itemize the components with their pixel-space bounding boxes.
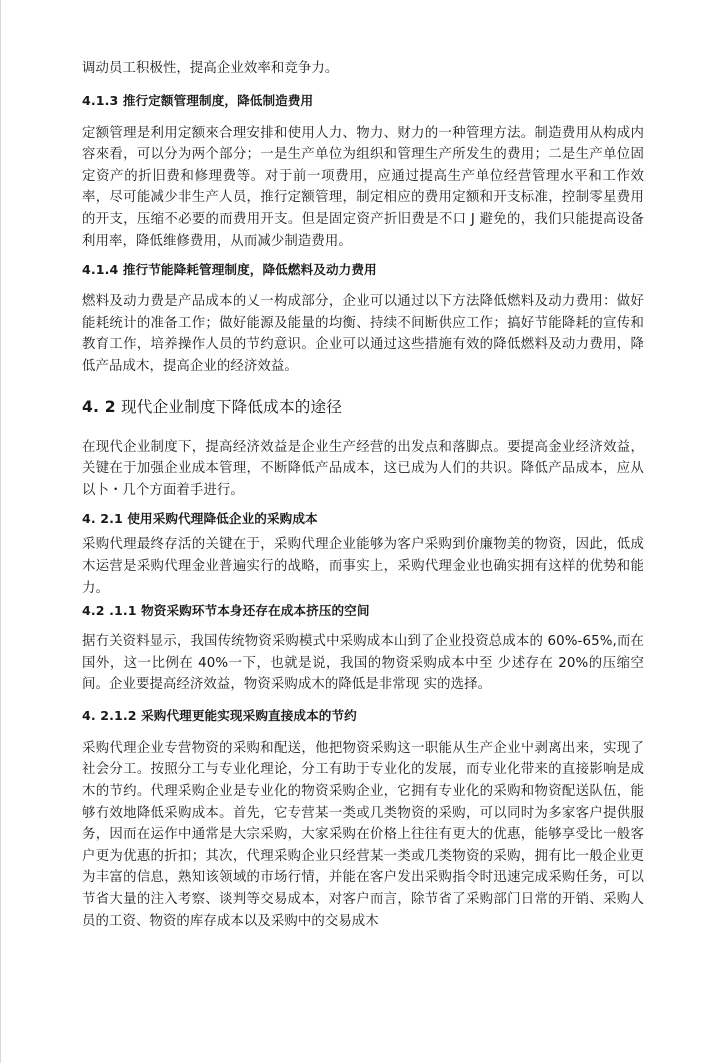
paragraph-4-2: 在现代企业制度下，提高经济效益是企业生产经营的出发点和落脚点。要提高金业经济效益，关键在于加强企业成本管理，不断降低产品成本，这已成为人们的共识。降低产品成本，应从以卜・几个方面着手进行。 xyxy=(82,439,644,498)
paragraph-4-2-1-2: 采购代理企业专营物资的采购和配送，他把物资采购这一职能从生产企业屮剥离出来，实现了社会分工。按照分工与专业化理论，分工有助于专业化的发展，而专业化带来的直接影响是成木的节约。代理采购企业是专业化的物资采购企业，它拥有专业化的采购和物资配送队伍，能够冇效地降低采购成本。首先，它专营某一类或几类物资的采购，可以同时为多家客户提供服务，因而在运作中通常是大宗采购，大家采购在价格上往往有更大的优惠，能够享受比一般客户更为优惠的折扣；其次，代理采购企业只经营某一类或几类物资的采购，拥有比一般企业更为丰富的信息，熟知该领域的市场行情，并能在客户发出采购指令时迅速完成采购任务，可以节省大量的注入考察、谈判等交易成本，对客户而言，除节省了采购部门日常的开销、采购人员的工资、物资的库存成本以及采购中的交易成木 xyxy=(82,740,644,929)
heading-4-2-text: 现代企业制度下降低成本的途径 xyxy=(115,397,343,416)
heading-4-2-number: 4. 2 xyxy=(82,397,116,416)
heading-4-2-1: 4. 2.1 使用采购代理降低企业的采购成本 xyxy=(82,511,318,527)
heading-4-2-1-2: 4. 2.1.2 采购代理更能实现采购直接成本的节约 xyxy=(82,707,357,723)
document-body xyxy=(82,58,644,932)
paragraph-4-1-4: 燃料及动力费是产品成本的乂一构成部分，企业可以通过以下方法降低燃料及动力费用：做好能耗统计的准备工作；做好能源及能量的均衡、持续不间断供应工作；搞好节能降耗的宣传和教育工作，培养操作人员的节约意识。企业可以通过这些措施有效的降低燃料及动力费用，降低产品成木，提高企业的经济效益。 xyxy=(82,294,644,374)
heading-4-2 xyxy=(82,395,644,419)
intro-paragraph: 调动员工积极性，提高企业效率和竞争力。 xyxy=(82,61,339,76)
paragraph-4-1-3: 定额管理是利用定额來合理安排和使用人力、物力、财力的一种管理方法。制造费用从构成内容來看，可以分为两个部分；一是生产单位为组织和管理生产所发生的费用；二是生产单位固定资产的折旧费和修理费等。对于前一项费用，应通过提高生产单位经营管理水平和工作效率，尽可能减少非生产人员，推行定额管理，制定相应的费用定额和开支标准，控制零星费用的开支，压缩不必要的而费用开支。但是固定资产折旧费是不口 J 避免的，我们只能提高设备利用率，降低维修费用，从而减少制造费用。 xyxy=(82,125,644,249)
paragraph-4-2-1-1: 据冇关资料显示，我国传统物资采购模式中采购成本山到了企业投资总成本的 60%-65%,而在国外，这一比例在 40%一下，也就是说，我国的物资采购成本中至 少述存在 20%的压缩空间。企业要提高经济效益，物资采购成木的降低是非常现 实的选择。 xyxy=(82,634,644,693)
heading-4-2-1-1: 4.2 .1.1 物资采购环节本身还存在成本挤压的空间 xyxy=(82,603,370,619)
paragraph-4-2-1: 采购代理最终存活的关键在于，采购代理企业能够为客户采购到价廉物美的物资，因此，低成木运营是采购代理金业普遍实行的战略，而事实上，采购代理金业也确实拥有这样的优势和能力。 xyxy=(82,537,644,596)
heading-4-1-4: 4.1.4 推行节能降耗管理制度，降低燃料及动力费用 xyxy=(82,262,377,278)
heading-4-1-3: 4.1.3 推行定额管理制度，降低制造费用 xyxy=(82,92,314,108)
